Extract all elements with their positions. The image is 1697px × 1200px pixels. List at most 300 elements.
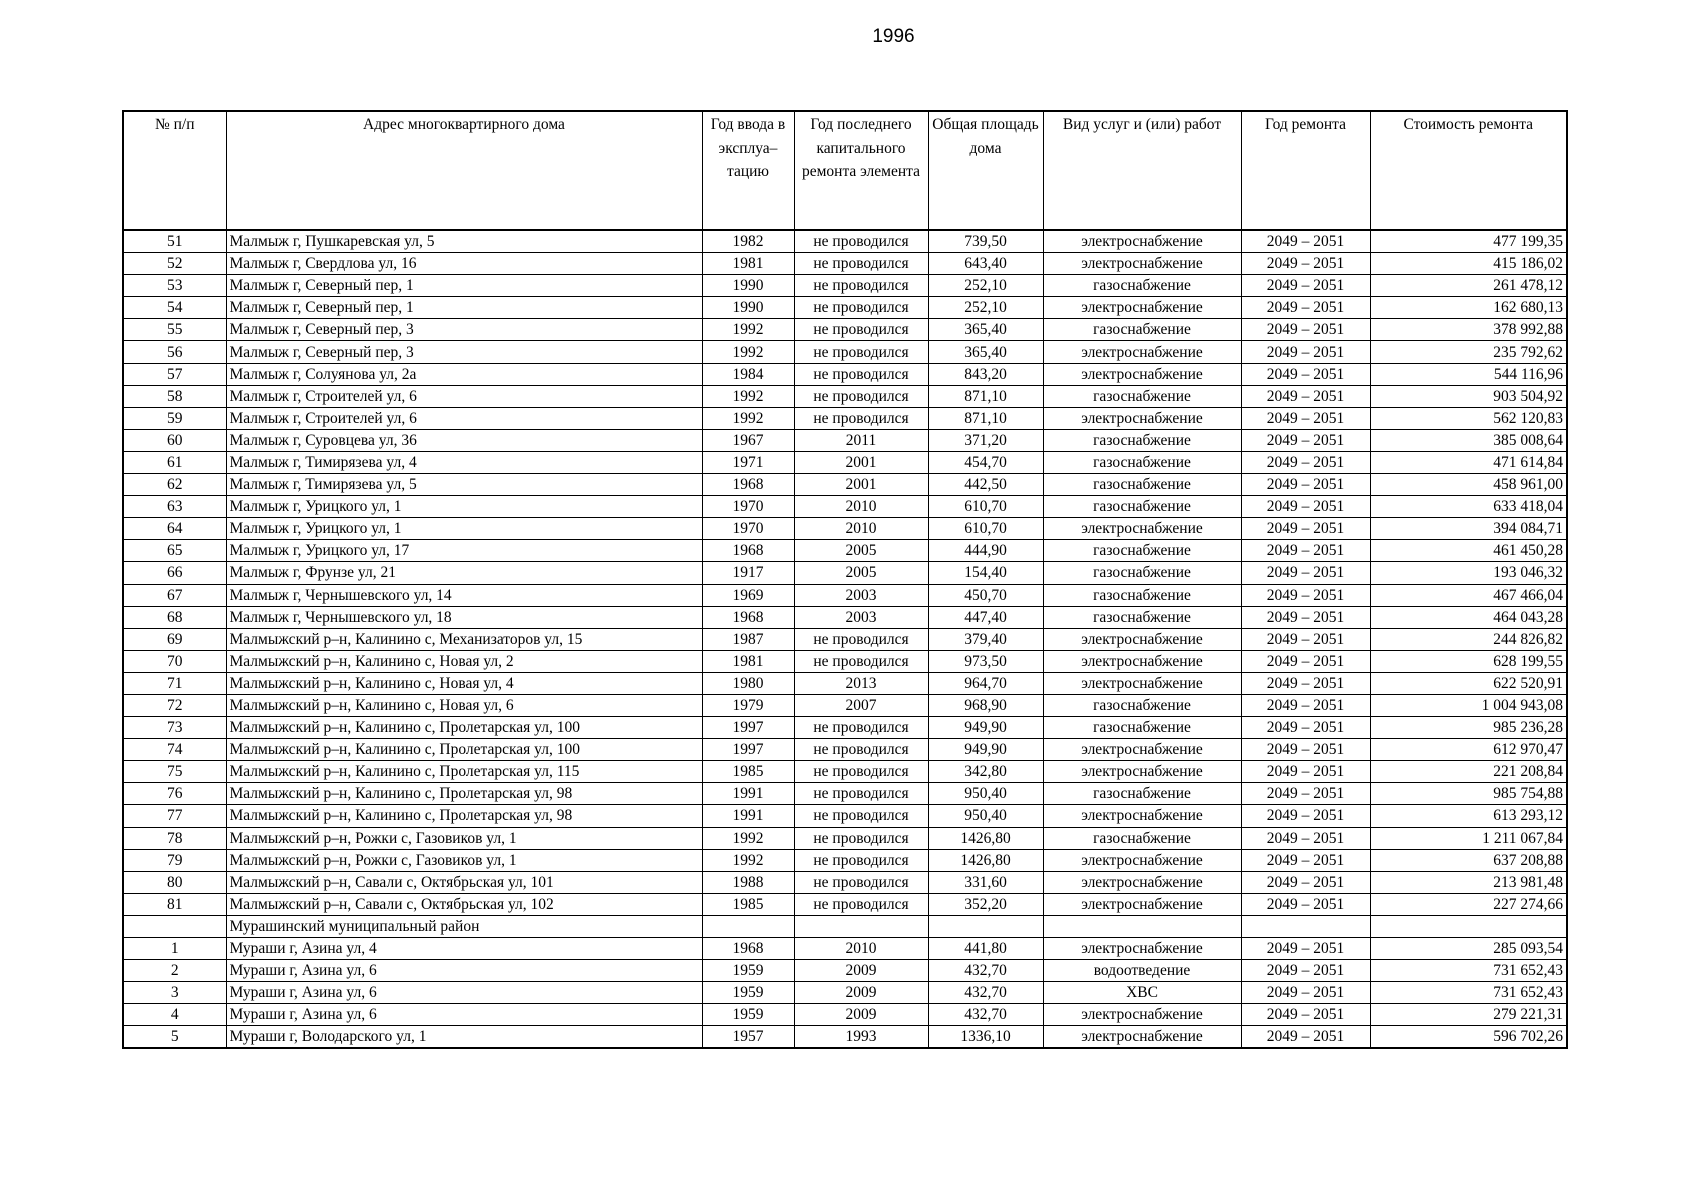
- cell-repair-period: 2049 – 2051: [1241, 606, 1370, 628]
- header-address: Адрес многоквартирного дома: [226, 111, 702, 230]
- cell-cost: 279 221,31: [1370, 1004, 1567, 1026]
- cell-service: газоснабжение: [1043, 496, 1241, 518]
- cell-repair-period: 2049 – 2051: [1241, 407, 1370, 429]
- cell-cost: 633 418,04: [1370, 496, 1567, 518]
- cell-area: 643,40: [928, 253, 1043, 275]
- cell-area: 252,10: [928, 275, 1043, 297]
- cell-area: 871,10: [928, 385, 1043, 407]
- cell-last-repair: 2010: [794, 496, 928, 518]
- cell-address: Малмыж г, Тимирязева ул, 5: [226, 474, 702, 496]
- cell-num: 57: [123, 363, 226, 385]
- cell-repair-period: 2049 – 2051: [1241, 1004, 1370, 1026]
- table-row: [123, 761, 1567, 783]
- cell-service: электроснабжение: [1043, 893, 1241, 915]
- cell-year-built: 1968: [702, 938, 794, 960]
- cell-service: электроснабжение: [1043, 230, 1241, 253]
- cell-address: Малмыжский р–н, Калинино с, Новая ул, 2: [226, 650, 702, 672]
- cell-address: Малмыж г, Солуянова ул, 2а: [226, 363, 702, 385]
- cell-address: Малмыж г, Фрунзе ул, 21: [226, 562, 702, 584]
- cell-last-repair: 2001: [794, 474, 928, 496]
- cell-last-repair: не проводился: [794, 407, 928, 429]
- empty-cell: [1370, 915, 1567, 937]
- cell-address: Малмыж г, Урицкого ул, 1: [226, 518, 702, 540]
- cell-num: 5: [123, 1026, 226, 1049]
- cell-year-built: 1969: [702, 584, 794, 606]
- cell-service: электроснабжение: [1043, 650, 1241, 672]
- cell-service: электроснабжение: [1043, 672, 1241, 694]
- cell-year-built: 1988: [702, 871, 794, 893]
- cell-service: электроснабжение: [1043, 518, 1241, 540]
- table-body: [123, 230, 1567, 1048]
- cell-service: электроснабжение: [1043, 871, 1241, 893]
- cell-num: 75: [123, 761, 226, 783]
- cell-address: Малмыж г, Строителей ул, 6: [226, 385, 702, 407]
- cell-cost: 193 046,32: [1370, 562, 1567, 584]
- cell-year-built: 1959: [702, 960, 794, 982]
- table-row: [123, 739, 1567, 761]
- cell-area: 432,70: [928, 960, 1043, 982]
- cell-address: Мураши г, Азина ул, 6: [226, 1004, 702, 1026]
- section-title: Мурашинский муниципальный район: [226, 915, 702, 937]
- cell-repair-period: 2049 – 2051: [1241, 385, 1370, 407]
- cell-year-built: 1992: [702, 407, 794, 429]
- cell-year-built: 1997: [702, 739, 794, 761]
- table-row: [123, 518, 1567, 540]
- cell-cost: 458 961,00: [1370, 474, 1567, 496]
- cell-area: 252,10: [928, 297, 1043, 319]
- header-year-built: Год ввода в эксплуа–тацию: [702, 111, 794, 230]
- table-row: [123, 341, 1567, 363]
- cell-repair-period: 2049 – 2051: [1241, 893, 1370, 915]
- header-last-repair: Год последнего капитального ремонта элемента: [794, 111, 928, 230]
- cell-repair-period: 2049 – 2051: [1241, 319, 1370, 341]
- cell-last-repair: не проводился: [794, 319, 928, 341]
- cell-last-repair: не проводился: [794, 385, 928, 407]
- cell-repair-period: 2049 – 2051: [1241, 562, 1370, 584]
- cell-address: Малмыжский р–н, Савали с, Октябрьская ул, 102: [226, 893, 702, 915]
- cell-last-repair: не проводился: [794, 871, 928, 893]
- cell-address: Малмыж г, Пушкаревская ул, 5: [226, 230, 702, 253]
- table-row: [123, 429, 1567, 451]
- table-row: [123, 672, 1567, 694]
- table-row: [123, 385, 1567, 407]
- cell-num: 58: [123, 385, 226, 407]
- cell-service: газоснабжение: [1043, 717, 1241, 739]
- cell-num: 69: [123, 628, 226, 650]
- cell-address: Малмыж г, Северный пер, 3: [226, 341, 702, 363]
- cell-num: 73: [123, 717, 226, 739]
- cell-year-built: 1967: [702, 429, 794, 451]
- cell-service: газоснабжение: [1043, 275, 1241, 297]
- cell-last-repair: 2009: [794, 1004, 928, 1026]
- cell-repair-period: 2049 – 2051: [1241, 694, 1370, 716]
- table-row: [123, 584, 1567, 606]
- cell-service: газоснабжение: [1043, 319, 1241, 341]
- cell-num: 77: [123, 805, 226, 827]
- table-row: [123, 474, 1567, 496]
- cell-repair-period: 2049 – 2051: [1241, 496, 1370, 518]
- cell-area: 1336,10: [928, 1026, 1043, 1049]
- cell-repair-period: 2049 – 2051: [1241, 960, 1370, 982]
- cell-address: Малмыжский р–н, Рожки с, Газовиков ул, 1: [226, 827, 702, 849]
- cell-area: 432,70: [928, 982, 1043, 1004]
- table-row: [123, 253, 1567, 275]
- cell-service: электроснабжение: [1043, 407, 1241, 429]
- cell-repair-period: 2049 – 2051: [1241, 518, 1370, 540]
- table-row: [123, 783, 1567, 805]
- cell-year-built: 1981: [702, 253, 794, 275]
- cell-repair-period: 2049 – 2051: [1241, 230, 1370, 253]
- cell-area: 371,20: [928, 429, 1043, 451]
- cell-last-repair: не проводился: [794, 628, 928, 650]
- table-row: [123, 650, 1567, 672]
- table-row: [123, 562, 1567, 584]
- cell-num: 61: [123, 451, 226, 473]
- cell-address: Малмыжский р–н, Калинино с, Механизаторов ул, 15: [226, 628, 702, 650]
- cell-num: 71: [123, 672, 226, 694]
- cell-num: 52: [123, 253, 226, 275]
- cell-num: 70: [123, 650, 226, 672]
- cell-area: 871,10: [928, 407, 1043, 429]
- cell-address: Малмыжский р–н, Калинино с, Пролетарская ул, 100: [226, 717, 702, 739]
- cell-cost: 544 116,96: [1370, 363, 1567, 385]
- cell-num: 66: [123, 562, 226, 584]
- cell-area: 441,80: [928, 938, 1043, 960]
- cell-area: 964,70: [928, 672, 1043, 694]
- cell-repair-period: 2049 – 2051: [1241, 739, 1370, 761]
- cell-repair-period: 2049 – 2051: [1241, 429, 1370, 451]
- cell-last-repair: не проводился: [794, 253, 928, 275]
- cell-service: электроснабжение: [1043, 363, 1241, 385]
- cell-cost: 562 120,83: [1370, 407, 1567, 429]
- cell-cost: 227 274,66: [1370, 893, 1567, 915]
- cell-cost: 467 466,04: [1370, 584, 1567, 606]
- table-row: [123, 938, 1567, 960]
- cell-cost: 162 680,13: [1370, 297, 1567, 319]
- table-row: [123, 319, 1567, 341]
- cell-year-built: 1997: [702, 717, 794, 739]
- cell-cost: 1 004 943,08: [1370, 694, 1567, 716]
- cell-last-repair: 2011: [794, 429, 928, 451]
- cell-year-built: 1982: [702, 230, 794, 253]
- cell-area: 949,90: [928, 739, 1043, 761]
- cell-year-built: 1970: [702, 496, 794, 518]
- cell-area: 454,70: [928, 451, 1043, 473]
- cell-cost: 622 520,91: [1370, 672, 1567, 694]
- cell-address: Мураши г, Володарского ул, 1: [226, 1026, 702, 1049]
- cell-last-repair: не проводился: [794, 893, 928, 915]
- cell-repair-period: 2049 – 2051: [1241, 982, 1370, 1004]
- cell-last-repair: не проводился: [794, 761, 928, 783]
- table-row: [123, 297, 1567, 319]
- cell-year-built: 1990: [702, 297, 794, 319]
- cell-num: 56: [123, 341, 226, 363]
- table-row: [123, 827, 1567, 849]
- cell-year-built: 1968: [702, 606, 794, 628]
- cell-area: 1426,80: [928, 849, 1043, 871]
- empty-cell: [794, 915, 928, 937]
- cell-year-built: 1985: [702, 893, 794, 915]
- cell-cost: 261 478,12: [1370, 275, 1567, 297]
- cell-area: 450,70: [928, 584, 1043, 606]
- header-cost: Стоимость ремонта: [1370, 111, 1567, 230]
- cell-address: Малмыжский р–н, Калинино с, Пролетарская ул, 115: [226, 761, 702, 783]
- cell-address: Малмыж г, Урицкого ул, 1: [226, 496, 702, 518]
- cell-cost: 235 792,62: [1370, 341, 1567, 363]
- cell-num: 63: [123, 496, 226, 518]
- cell-num: 59: [123, 407, 226, 429]
- cell-num: 51: [123, 230, 226, 253]
- cell-year-built: 1990: [702, 275, 794, 297]
- cell-service: газоснабжение: [1043, 606, 1241, 628]
- cell-cost: 477 199,35: [1370, 230, 1567, 253]
- cell-year-built: 1985: [702, 761, 794, 783]
- cell-service: электроснабжение: [1043, 849, 1241, 871]
- cell-area: 843,20: [928, 363, 1043, 385]
- cell-service: электроснабжение: [1043, 341, 1241, 363]
- cell-last-repair: не проводился: [794, 805, 928, 827]
- cell-num: 1: [123, 938, 226, 960]
- empty-cell: [1241, 915, 1370, 937]
- cell-last-repair: не проводился: [794, 297, 928, 319]
- cell-service: электроснабжение: [1043, 938, 1241, 960]
- cell-year-built: 1984: [702, 363, 794, 385]
- table-row: [123, 982, 1567, 1004]
- cell-year-built: 1979: [702, 694, 794, 716]
- cell-service: газоснабжение: [1043, 385, 1241, 407]
- cell-num: 3: [123, 982, 226, 1004]
- empty-cell: [702, 915, 794, 937]
- cell-service: электроснабжение: [1043, 297, 1241, 319]
- cell-repair-period: 2049 – 2051: [1241, 650, 1370, 672]
- cell-address: Мураши г, Азина ул, 6: [226, 982, 702, 1004]
- cell-cost: 471 614,84: [1370, 451, 1567, 473]
- cell-num: 76: [123, 783, 226, 805]
- cell-year-built: 1991: [702, 805, 794, 827]
- cell-year-built: 1959: [702, 982, 794, 1004]
- cell-repair-period: 2049 – 2051: [1241, 783, 1370, 805]
- cell-address: Малмыж г, Северный пер, 3: [226, 319, 702, 341]
- table-row: [123, 275, 1567, 297]
- cell-service: газоснабжение: [1043, 783, 1241, 805]
- cell-year-built: 1992: [702, 385, 794, 407]
- cell-year-built: 1959: [702, 1004, 794, 1026]
- cell-service: газоснабжение: [1043, 694, 1241, 716]
- table-row: [123, 1004, 1567, 1026]
- table-header-row: [123, 111, 1567, 230]
- header-repair-period: Год ремонта: [1241, 111, 1370, 230]
- cell-service: газоснабжение: [1043, 429, 1241, 451]
- cell-last-repair: 2003: [794, 606, 928, 628]
- cell-address: Малмыжский р–н, Калинино с, Новая ул, 6: [226, 694, 702, 716]
- cell-cost: 213 981,48: [1370, 871, 1567, 893]
- cell-cost: 903 504,92: [1370, 385, 1567, 407]
- cell-num: 54: [123, 297, 226, 319]
- cell-cost: 244 826,82: [1370, 628, 1567, 650]
- cell-address: Малмыж г, Урицкого ул, 17: [226, 540, 702, 562]
- page-number: 1996: [872, 26, 915, 47]
- cell-year-built: 1992: [702, 849, 794, 871]
- cell-year-built: 1968: [702, 540, 794, 562]
- cell-area: 1426,80: [928, 827, 1043, 849]
- cell-last-repair: 2009: [794, 960, 928, 982]
- cell-num: 74: [123, 739, 226, 761]
- cell-repair-period: 2049 – 2051: [1241, 584, 1370, 606]
- cell-area: 442,50: [928, 474, 1043, 496]
- cell-year-built: 1991: [702, 783, 794, 805]
- table-row: [123, 849, 1567, 871]
- cell-area: 352,20: [928, 893, 1043, 915]
- cell-repair-period: 2049 – 2051: [1241, 761, 1370, 783]
- header-num: № п/п: [123, 111, 226, 230]
- table-row: [123, 451, 1567, 473]
- table-row: [123, 694, 1567, 716]
- cell-cost: 394 084,71: [1370, 518, 1567, 540]
- cell-last-repair: 2005: [794, 562, 928, 584]
- cell-year-built: 1970: [702, 518, 794, 540]
- cell-repair-period: 2049 – 2051: [1241, 827, 1370, 849]
- cell-address: Малмыж г, Свердлова ул, 16: [226, 253, 702, 275]
- cell-repair-period: 2049 – 2051: [1241, 341, 1370, 363]
- table-row: [123, 540, 1567, 562]
- cell-last-repair: 2009: [794, 982, 928, 1004]
- cell-service: электроснабжение: [1043, 1026, 1241, 1049]
- cell-last-repair: не проводился: [794, 363, 928, 385]
- cell-last-repair: не проводился: [794, 275, 928, 297]
- cell-cost: 596 702,26: [1370, 1026, 1567, 1049]
- cell-address: Малмыж г, Тимирязева ул, 4: [226, 451, 702, 473]
- cell-cost: 985 236,28: [1370, 717, 1567, 739]
- cell-year-built: 1957: [702, 1026, 794, 1049]
- cell-address: Малмыжский р–н, Савали с, Октябрьская ул, 101: [226, 871, 702, 893]
- cell-cost: 731 652,43: [1370, 982, 1567, 1004]
- table-row: [123, 230, 1567, 253]
- cell-repair-period: 2049 – 2051: [1241, 540, 1370, 562]
- cell-cost: 415 186,02: [1370, 253, 1567, 275]
- table-row: [123, 893, 1567, 915]
- cell-area: 331,60: [928, 871, 1043, 893]
- cell-last-repair: не проводился: [794, 717, 928, 739]
- cell-year-built: 1992: [702, 827, 794, 849]
- empty-cell: [123, 915, 226, 937]
- cell-service: газоснабжение: [1043, 451, 1241, 473]
- cell-address: Малмыж г, Северный пер, 1: [226, 297, 702, 319]
- cell-service: электроснабжение: [1043, 253, 1241, 275]
- cell-service: водоотведение: [1043, 960, 1241, 982]
- cell-repair-period: 2049 – 2051: [1241, 628, 1370, 650]
- cell-area: 365,40: [928, 341, 1043, 363]
- cell-year-built: 1992: [702, 319, 794, 341]
- cell-year-built: 1968: [702, 474, 794, 496]
- cell-num: 53: [123, 275, 226, 297]
- table-row: [123, 496, 1567, 518]
- cell-repair-period: 2049 – 2051: [1241, 253, 1370, 275]
- cell-last-repair: не проводился: [794, 230, 928, 253]
- cell-last-repair: 2003: [794, 584, 928, 606]
- cell-last-repair: 2010: [794, 938, 928, 960]
- cell-service: электроснабжение: [1043, 739, 1241, 761]
- cell-repair-period: 2049 – 2051: [1241, 1026, 1370, 1049]
- cell-num: 4: [123, 1004, 226, 1026]
- cell-last-repair: 2013: [794, 672, 928, 694]
- cell-cost: 628 199,55: [1370, 650, 1567, 672]
- cell-cost: 461 450,28: [1370, 540, 1567, 562]
- cell-cost: 731 652,43: [1370, 960, 1567, 982]
- cell-area: 949,90: [928, 717, 1043, 739]
- cell-num: 67: [123, 584, 226, 606]
- cell-service: электроснабжение: [1043, 1004, 1241, 1026]
- cell-address: Мураши г, Азина ул, 6: [226, 960, 702, 982]
- cell-last-repair: не проводился: [794, 849, 928, 871]
- cell-repair-period: 2049 – 2051: [1241, 672, 1370, 694]
- cell-address: Малмыж г, Чернышевского ул, 14: [226, 584, 702, 606]
- cell-cost: 285 093,54: [1370, 938, 1567, 960]
- cell-repair-period: 2049 – 2051: [1241, 849, 1370, 871]
- cell-cost: 985 754,88: [1370, 783, 1567, 805]
- cell-num: 68: [123, 606, 226, 628]
- cell-area: 950,40: [928, 805, 1043, 827]
- cell-repair-period: 2049 – 2051: [1241, 363, 1370, 385]
- cell-area: 444,90: [928, 540, 1043, 562]
- cell-cost: 613 293,12: [1370, 805, 1567, 827]
- cell-last-repair: не проводился: [794, 783, 928, 805]
- cell-address: Малмыжский р–н, Рожки с, Газовиков ул, 1: [226, 849, 702, 871]
- cell-area: 379,40: [928, 628, 1043, 650]
- cell-last-repair: 1993: [794, 1026, 928, 1049]
- cell-service: газоснабжение: [1043, 584, 1241, 606]
- cell-num: 81: [123, 893, 226, 915]
- cell-num: 64: [123, 518, 226, 540]
- empty-cell: [928, 915, 1043, 937]
- table-row: [123, 628, 1567, 650]
- cell-area: 432,70: [928, 1004, 1043, 1026]
- repair-schedule-table: [122, 110, 1568, 1049]
- cell-last-repair: не проводился: [794, 341, 928, 363]
- table-row: [123, 606, 1567, 628]
- cell-address: Мураши г, Азина ул, 4: [226, 938, 702, 960]
- cell-service: газоснабжение: [1043, 827, 1241, 849]
- cell-repair-period: 2049 – 2051: [1241, 871, 1370, 893]
- cell-year-built: 1971: [702, 451, 794, 473]
- cell-last-repair: 2005: [794, 540, 928, 562]
- cell-year-built: 1917: [702, 562, 794, 584]
- cell-last-repair: не проводился: [794, 827, 928, 849]
- cell-area: 342,80: [928, 761, 1043, 783]
- cell-last-repair: не проводился: [794, 650, 928, 672]
- cell-num: 72: [123, 694, 226, 716]
- cell-year-built: 1992: [702, 341, 794, 363]
- cell-area: 950,40: [928, 783, 1043, 805]
- cell-repair-period: 2049 – 2051: [1241, 938, 1370, 960]
- cell-area: 973,50: [928, 650, 1043, 672]
- cell-repair-period: 2049 – 2051: [1241, 717, 1370, 739]
- header-area: Общая площадь дома: [928, 111, 1043, 230]
- cell-num: 55: [123, 319, 226, 341]
- cell-area: 154,40: [928, 562, 1043, 584]
- cell-num: 2: [123, 960, 226, 982]
- cell-address: Малмыж г, Чернышевского ул, 18: [226, 606, 702, 628]
- table-row: [123, 717, 1567, 739]
- cell-service: ХВС: [1043, 982, 1241, 1004]
- cell-cost: 612 970,47: [1370, 739, 1567, 761]
- cell-area: 968,90: [928, 694, 1043, 716]
- cell-cost: 464 043,28: [1370, 606, 1567, 628]
- cell-last-repair: не проводился: [794, 739, 928, 761]
- cell-last-repair: 2001: [794, 451, 928, 473]
- cell-address: Малмыжский р–н, Калинино с, Пролетарская ул, 98: [226, 783, 702, 805]
- cell-num: 62: [123, 474, 226, 496]
- cell-repair-period: 2049 – 2051: [1241, 805, 1370, 827]
